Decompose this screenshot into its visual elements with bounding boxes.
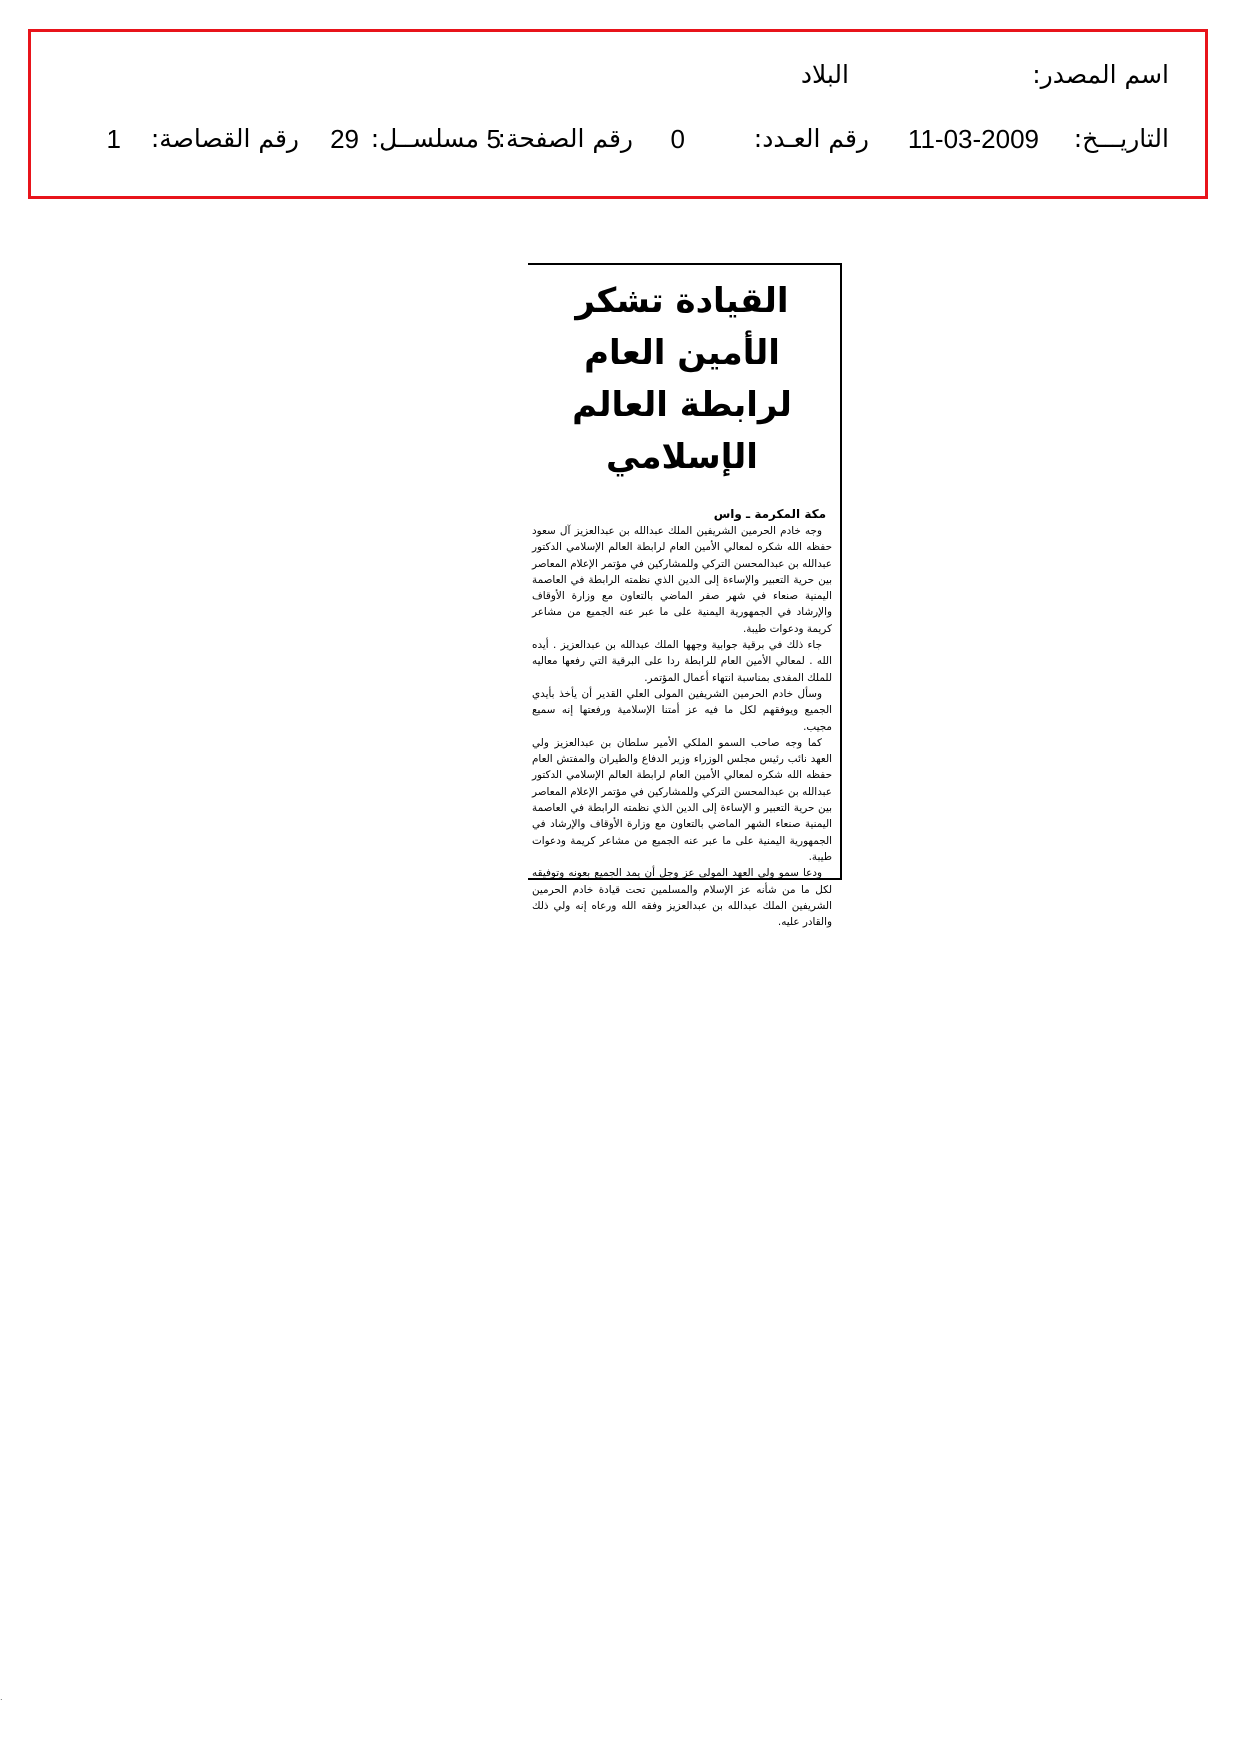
serial-label: مسلســل:	[370, 124, 479, 153]
page-label: رقم الصفحة:	[497, 124, 633, 153]
article-paragraph: وجه خادم الحرمين الشريفين الملك عبدالله بن عبدالعزيز آل سعود حفظه الله شكره لمعالي الأمين العام لرابطة العالم الإسلامي الدكتور عبدالله بن عبدالمحسن التركي وللمشاركين في مؤتمر الإعلام المعاصر بين حرية التعبير والإساءة إلى الدين الذي نظمته الرابطة في العاصمة اليمنية صنعاء في شهر صفر الماضي بالتعاون مع وزارة الأوقاف والإرشاد في الجمهورية اليمنية على ما عبر عنه الجميع من مشاعر كريمة ودعوات طيبة.	[532, 525, 832, 635]
source-label: اسم المصدر:	[1032, 60, 1169, 89]
date-value: 11-03-2009	[907, 124, 1039, 154]
headline-line-2: لرابطة العالم الإسلامي	[572, 385, 792, 477]
date-label: التاريـــخ:	[1073, 124, 1169, 153]
article-paragraph: كما وجه صاحب السمو الملكي الأمير سلطان بن عبدالعزيز ولي العهد نائب رئيس مجلس الوزراء وزير الدفاع والطيران والمفتش العام حفظه الله شكره لمعالي الأمين العام لرابطة العالم الإسلامي الدكتور عبدالله بن عبدالمحسن التركي وللمشاركين في مؤتمر الإعلام المعاصر بين حرية التعبير و الإساءة إلى الدين الذي نظمته الرابطة في العاصمة اليمنية صنعاء الشهر الماضي بالتعاون مع وزارة الأوقاف والإرشاد في الجمهورية اليمنية على ما عبر عنه الجميع من مشاعر كريمة ودعوات طيبة.	[532, 736, 832, 863]
metadata-row-details	[67, 124, 1169, 164]
source-value: البلاد	[800, 60, 849, 89]
issue-value: 0	[670, 124, 685, 154]
issue-label: رقم العـدد:	[753, 124, 869, 153]
article-paragraph: وسأل خادم الحرمين الشريفين المولى العلي القدير أن يأخذ بأيدي الجميع ويوفقهم لكل ما فيه عز أمتنا الإسلامية ورفعتها إنه سميع مجيب.	[532, 687, 832, 733]
serial-value: 29	[330, 124, 359, 154]
headline-line-1: القيادة تشكر الأمين العام	[575, 281, 789, 373]
clip-label: رقم القصاصة:	[150, 124, 299, 153]
clip-value: 1	[106, 124, 121, 154]
metadata-row-source	[67, 60, 1169, 100]
article-headline	[532, 275, 832, 483]
article-paragraph: ودعا سمو ولي العهد المولى عز وجل أن يمد الجميع بعونه وتوفيقه لكل ما من شأنه عز الإسلام والمسلمين تحت قيادة خادم الحرمين الشريفين الملك عبدالله بن عبدالعزيز وفقه الله ورعاه إنه ولي ذلك والقادر عليه.	[532, 867, 832, 929]
article-paragraph: جاء ذلك في برقية جوابية وجهها الملك عبدالله بن عبدالعزيز . أيده الله . لمعالي الأمين العام للرابطة ردا على البرقية التي رفعها معاليه للملك المفدى بمناسبة انتهاء أعمال المؤتمر.	[532, 639, 832, 684]
article-dateline: مكة المكرمة ـ واس	[713, 507, 826, 521]
stray-mark: .	[0, 1693, 3, 1702]
page-value: 5	[486, 124, 501, 154]
clipping-metadata-box	[28, 29, 1208, 199]
article-body	[532, 523, 832, 930]
newspaper-article-clipping	[528, 263, 842, 929]
